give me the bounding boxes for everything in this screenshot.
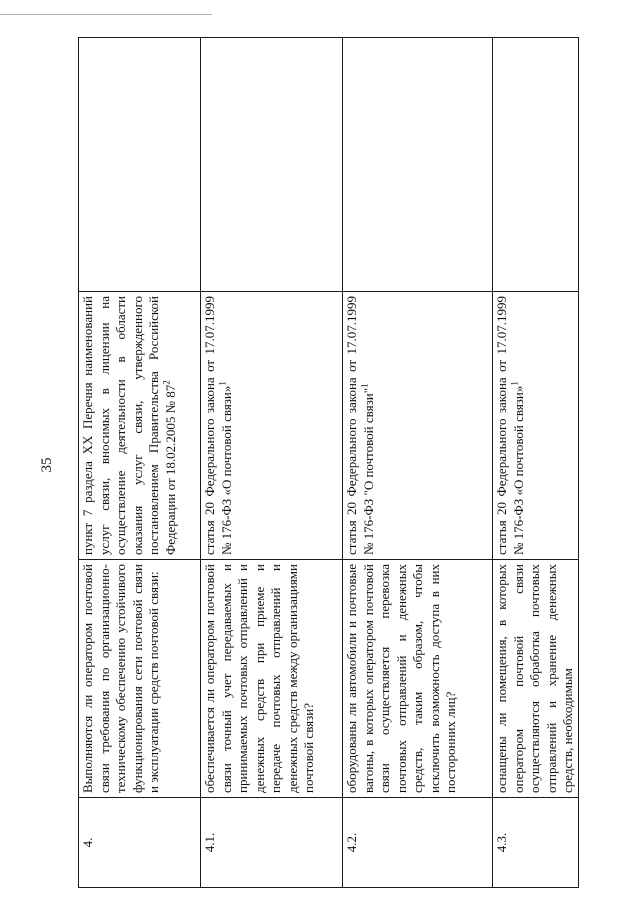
checklist-table-wrapper <box>78 38 575 888</box>
legal-reference-text: пункт 7 раздела XX Перечня наименований услуг связи, вносимых в лицензии на осуществление деятельности в области оказания услуг связи, утвержденного постановлением Правительства Российской Федерации от 18.02.2005 № 87 <box>80 296 178 555</box>
top-rule <box>0 14 212 15</box>
table-row <box>343 38 493 888</box>
empty-cell <box>201 38 343 292</box>
question-cell: обеспечивается ли оператором почтовой связи точный учет передаваемых и принимаемых почтовых отправлений и денежных средств при приеме и передаче почтовых отправлений и денежных средств между организациями почтовой связи? <box>201 560 343 798</box>
legal-reference-cell <box>493 292 579 560</box>
table-row <box>79 38 201 888</box>
table-row <box>493 38 579 888</box>
footnote-mark: 1 <box>359 383 370 388</box>
question-cell: оснащены ли помещения, в которых оператором почтовой связи осуществляются обработка почтовых отправлений и хранение денежных средств, необходимым <box>493 560 579 798</box>
page-number: 35 <box>38 457 55 473</box>
legal-reference-cell <box>79 292 201 560</box>
row-number: 4.1. <box>201 798 343 888</box>
empty-cell <box>79 38 201 292</box>
legal-reference-text: статья 20 Федерального закона от 17.07.1999 № 176-ФЗ "О почтовой связи" <box>344 296 376 555</box>
question-cell: Выполняются ли оператором почтовой связи требования по организационно-техническому обеспечению устойчивого функционирования сети почтовой связи и эксплуатации средств почтовой связи: <box>79 560 201 798</box>
footnote-mark: 2 <box>161 380 172 385</box>
question-cell: оборудованы ли автомобили и почтовые вагоны, в которых оператором почтовой связи осуществляется перевозка почтовых отправлений и денежных средств, таким образом, чтобы исключить возможность доступа в них посторонних лиц? <box>343 560 493 798</box>
empty-cell <box>343 38 493 292</box>
row-number: 4.2. <box>343 798 493 888</box>
table-row <box>201 38 343 888</box>
footnote-mark: 1 <box>509 381 520 386</box>
row-number: 4. <box>79 798 201 888</box>
checklist-table <box>78 37 579 888</box>
legal-reference-cell <box>343 292 493 560</box>
row-number: 4.3. <box>493 798 579 888</box>
legal-reference-text: статья 20 Федерального закона от 17.07.1999 № 176-ФЗ «О почтовой связи» <box>202 296 234 555</box>
footnote-mark: 1 <box>217 381 228 386</box>
legal-reference-text: статья 20 Федерального закона от 17.07.1999 № 176-ФЗ «О почтовой связи» <box>494 296 526 555</box>
empty-cell <box>493 38 579 292</box>
legal-reference-cell <box>201 292 343 560</box>
